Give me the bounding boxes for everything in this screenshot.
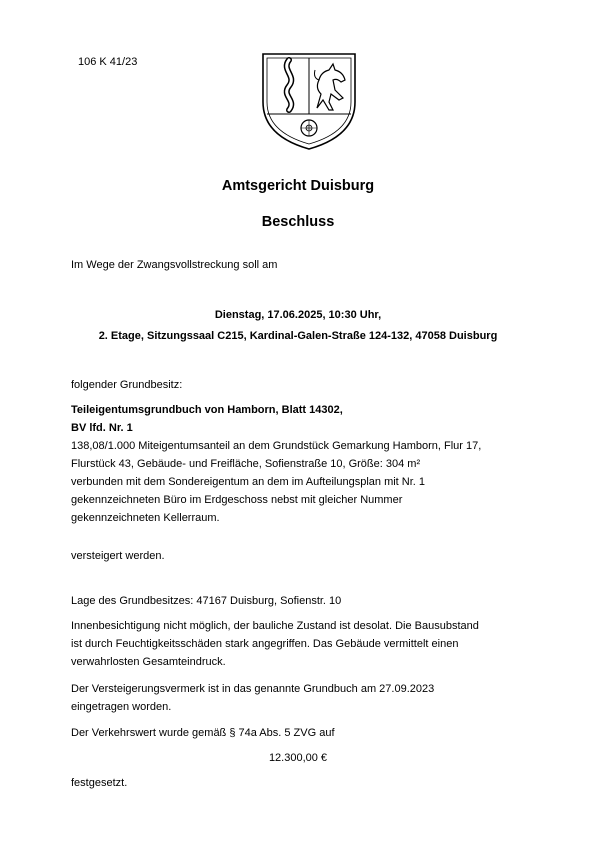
registration-note	[71, 680, 541, 716]
market-value: 12.300,00 €	[268, 752, 328, 764]
hearing-location: 2. Etage, Sitzungssaal C215, Kardinal-Galen-Straße 124-132, 47058 Duisburg	[98, 330, 498, 342]
intro-text: Im Wege der Zwangsvollstreckung soll am	[71, 259, 278, 271]
bv-line: BV lfd. Nr. 1	[71, 422, 133, 434]
court-name: Amtsgericht Duisburg	[221, 178, 375, 194]
hearing-date: Dienstag, 17.06.2025, 10:30 Uhr,	[214, 309, 382, 321]
register-line: Teileigentumsgrundbuch von Hamborn, Blatt 14302,	[71, 404, 343, 416]
description-line: Flurstück 43, Gebäude- und Freifläche, Sofienstraße 10, Größe: 304 m²	[71, 458, 421, 470]
document-title: Beschluss	[261, 214, 335, 230]
description-line: 138,08/1.000 Miteigentumsanteil an dem Grundstück Gemarkung Hamborn, Flur 17,	[71, 440, 482, 452]
description-line: gekennzeichneten Kellerraum.	[71, 512, 220, 524]
registration-line: eingetragen worden.	[71, 701, 172, 713]
value-intro: Der Verkehrswert wurde gemäß § 74a Abs. 5 ZVG auf	[71, 727, 335, 739]
description-line: gekennzeichneten Büro im Erdgeschoss nebst mit gleicher Nummer	[71, 494, 403, 506]
nrw-coat-of-arms-icon	[259, 50, 359, 152]
inspection-line: Innenbesichtigung nicht möglich, der bauliche Zustand ist desolat. Die Bausubstand	[71, 620, 479, 632]
inspection-line: ist durch Feuchtigkeitsschäden stark angegriffen. Das Gebäude vermittelt einen	[71, 638, 459, 650]
case-number: 106 K 41/23	[78, 56, 138, 68]
registration-line: Der Versteigerungsvermerk ist in das genannte Grundbuch am 27.09.2023	[71, 683, 435, 695]
inspection-note	[71, 617, 541, 671]
property-intro: folgender Grundbesitz:	[71, 379, 183, 391]
value-outro: festgesetzt.	[71, 777, 128, 789]
property-location: Lage des Grundbesitzes: 47167 Duisburg, Sofienstr. 10	[71, 595, 342, 607]
inspection-line: verwahrlosten Gesamteindruck.	[71, 656, 226, 668]
auction-text: versteigert werden.	[71, 550, 165, 562]
property-description	[71, 401, 541, 527]
description-line: verbunden mit dem Sondereigentum an dem im Aufteilungsplan mit Nr. 1	[71, 476, 426, 488]
